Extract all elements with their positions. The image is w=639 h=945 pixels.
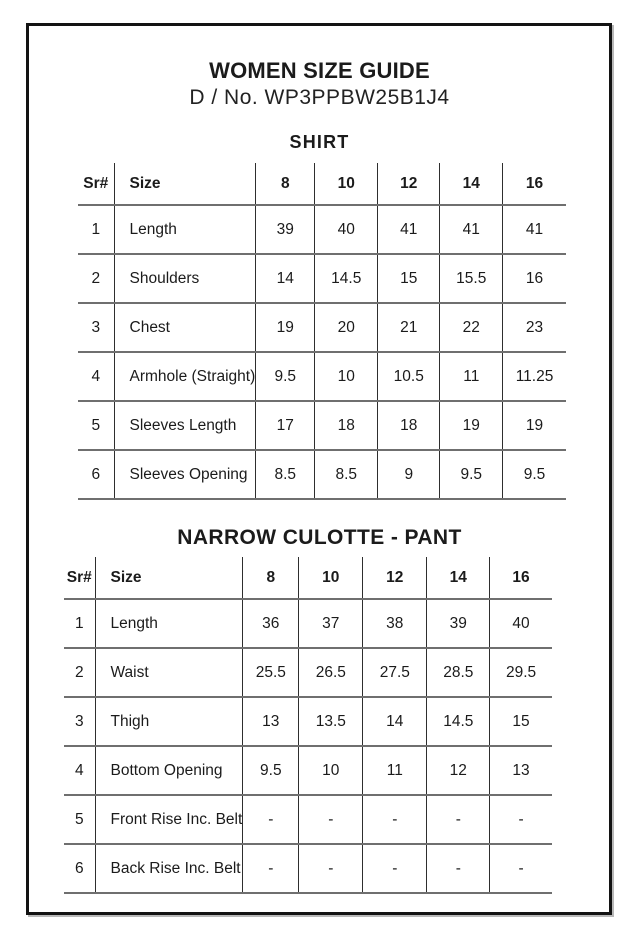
table-row — [78, 352, 566, 401]
size-value-cell: 41 — [440, 205, 503, 254]
size-value-cell: 25.5 — [243, 648, 299, 697]
row-number-cell: 3 — [64, 697, 95, 746]
measurement-name-cell: Sleeves Opening — [114, 450, 256, 499]
row-number-cell: 6 — [64, 844, 95, 893]
measurement-name-cell: Length — [114, 205, 256, 254]
table-row — [78, 254, 566, 303]
size-value-cell: - — [363, 844, 427, 893]
column-header: 12 — [363, 557, 427, 599]
size-value-cell: 12 — [427, 746, 490, 795]
size-value-cell: 20 — [315, 303, 378, 352]
size-value-cell: 10 — [299, 746, 363, 795]
size-value-cell: 21 — [378, 303, 440, 352]
column-header: Sr# — [78, 163, 114, 205]
size-table — [78, 163, 566, 500]
size-value-cell: 13 — [243, 697, 299, 746]
size-value-cell: 15 — [490, 697, 552, 746]
size-value-cell: 23 — [503, 303, 566, 352]
row-number-cell: 6 — [78, 450, 114, 499]
size-value-cell: 19 — [440, 401, 503, 450]
size-value-cell: 13.5 — [299, 697, 363, 746]
row-number-cell: 2 — [64, 648, 95, 697]
table-row — [64, 648, 552, 697]
size-value-cell: 13 — [490, 746, 552, 795]
measurement-name-cell: Shoulders — [114, 254, 256, 303]
size-value-cell: 14.5 — [315, 254, 378, 303]
size-value-cell: 26.5 — [299, 648, 363, 697]
size-value-cell: 9 — [378, 450, 440, 499]
size-value-cell: 14 — [363, 697, 427, 746]
header-row — [64, 557, 552, 599]
size-value-cell: 40 — [315, 205, 378, 254]
header-row — [78, 163, 566, 205]
column-header: 16 — [490, 557, 552, 599]
table-row — [64, 795, 552, 844]
column-header: Size — [114, 163, 256, 205]
size-value-cell: 22 — [440, 303, 503, 352]
size-value-cell: 29.5 — [490, 648, 552, 697]
size-value-cell: - — [299, 844, 363, 893]
size-value-cell: - — [427, 844, 490, 893]
column-header: 14 — [440, 163, 503, 205]
page-title: WOMEN SIZE GUIDE — [209, 58, 430, 83]
column-header: 10 — [299, 557, 363, 599]
size-value-cell: - — [243, 844, 299, 893]
measurement-name-cell: Armhole (Straight) — [114, 352, 256, 401]
row-number-cell: 5 — [64, 795, 95, 844]
size-value-cell: 11 — [363, 746, 427, 795]
column-header: 8 — [243, 557, 299, 599]
column-header: 16 — [503, 163, 566, 205]
row-number-cell: 4 — [64, 746, 95, 795]
size-value-cell: 11.25 — [503, 352, 566, 401]
measurement-name-cell: Sleeves Length — [114, 401, 256, 450]
shirt-section-title: SHIRT — [289, 132, 350, 152]
size-value-cell: 41 — [378, 205, 440, 254]
size-table — [64, 557, 552, 894]
size-value-cell: 9.5 — [503, 450, 566, 499]
size-value-cell: 27.5 — [363, 648, 427, 697]
size-value-cell: - — [490, 795, 552, 844]
size-value-cell: - — [299, 795, 363, 844]
column-header: Sr# — [64, 557, 95, 599]
measurement-name-cell: Chest — [114, 303, 256, 352]
size-value-cell: 8.5 — [315, 450, 378, 499]
size-value-cell: 10.5 — [378, 352, 440, 401]
size-value-cell: 9.5 — [256, 352, 315, 401]
column-header: 12 — [378, 163, 440, 205]
size-value-cell: 14.5 — [427, 697, 490, 746]
size-value-cell: 18 — [315, 401, 378, 450]
size-value-cell: 10 — [315, 352, 378, 401]
size-value-cell: 15.5 — [440, 254, 503, 303]
size-value-cell: 19 — [503, 401, 566, 450]
measurement-name-cell: Back Rise Inc. Belt — [95, 844, 243, 893]
size-value-cell: 39 — [256, 205, 315, 254]
size-value-cell: 15 — [378, 254, 440, 303]
table-row — [78, 303, 566, 352]
row-number-cell: 5 — [78, 401, 114, 450]
size-value-cell: 19 — [256, 303, 315, 352]
table-row — [64, 746, 552, 795]
size-value-cell: - — [427, 795, 490, 844]
table-row — [64, 697, 552, 746]
size-value-cell: 38 — [363, 599, 427, 648]
size-value-cell: 36 — [243, 599, 299, 648]
measurement-name-cell: Bottom Opening — [95, 746, 243, 795]
shirt-size-table — [78, 163, 566, 500]
column-header: 8 — [256, 163, 315, 205]
size-value-cell: 37 — [299, 599, 363, 648]
design-number: D / No. WP3PPBW25B1J4 — [189, 86, 450, 109]
size-value-cell: 9.5 — [243, 746, 299, 795]
size-value-cell: 14 — [256, 254, 315, 303]
size-value-cell: - — [243, 795, 299, 844]
table-row — [78, 205, 566, 254]
row-number-cell: 3 — [78, 303, 114, 352]
measurement-name-cell: Length — [95, 599, 243, 648]
column-header: 10 — [315, 163, 378, 205]
measurement-name-cell: Waist — [95, 648, 243, 697]
row-number-cell: 2 — [78, 254, 114, 303]
size-value-cell: 17 — [256, 401, 315, 450]
table-row — [64, 844, 552, 893]
size-value-cell: 39 — [427, 599, 490, 648]
row-number-cell: 1 — [64, 599, 95, 648]
table-row — [64, 599, 552, 648]
table-row — [78, 401, 566, 450]
size-value-cell: - — [363, 795, 427, 844]
size-value-cell: 11 — [440, 352, 503, 401]
size-value-cell: 28.5 — [427, 648, 490, 697]
size-value-cell: 40 — [490, 599, 552, 648]
measurement-name-cell: Front Rise Inc. Belt — [95, 795, 243, 844]
pant-size-table — [64, 557, 552, 894]
size-value-cell: - — [490, 844, 552, 893]
row-number-cell: 1 — [78, 205, 114, 254]
column-header: Size — [95, 557, 243, 599]
size-value-cell: 41 — [503, 205, 566, 254]
pant-section-title: NARROW CULOTTE - PANT — [177, 526, 462, 549]
size-value-cell: 9.5 — [440, 450, 503, 499]
size-value-cell: 18 — [378, 401, 440, 450]
table-row — [78, 450, 566, 499]
measurement-name-cell: Thigh — [95, 697, 243, 746]
row-number-cell: 4 — [78, 352, 114, 401]
size-value-cell: 8.5 — [256, 450, 315, 499]
size-value-cell: 16 — [503, 254, 566, 303]
column-header: 14 — [427, 557, 490, 599]
